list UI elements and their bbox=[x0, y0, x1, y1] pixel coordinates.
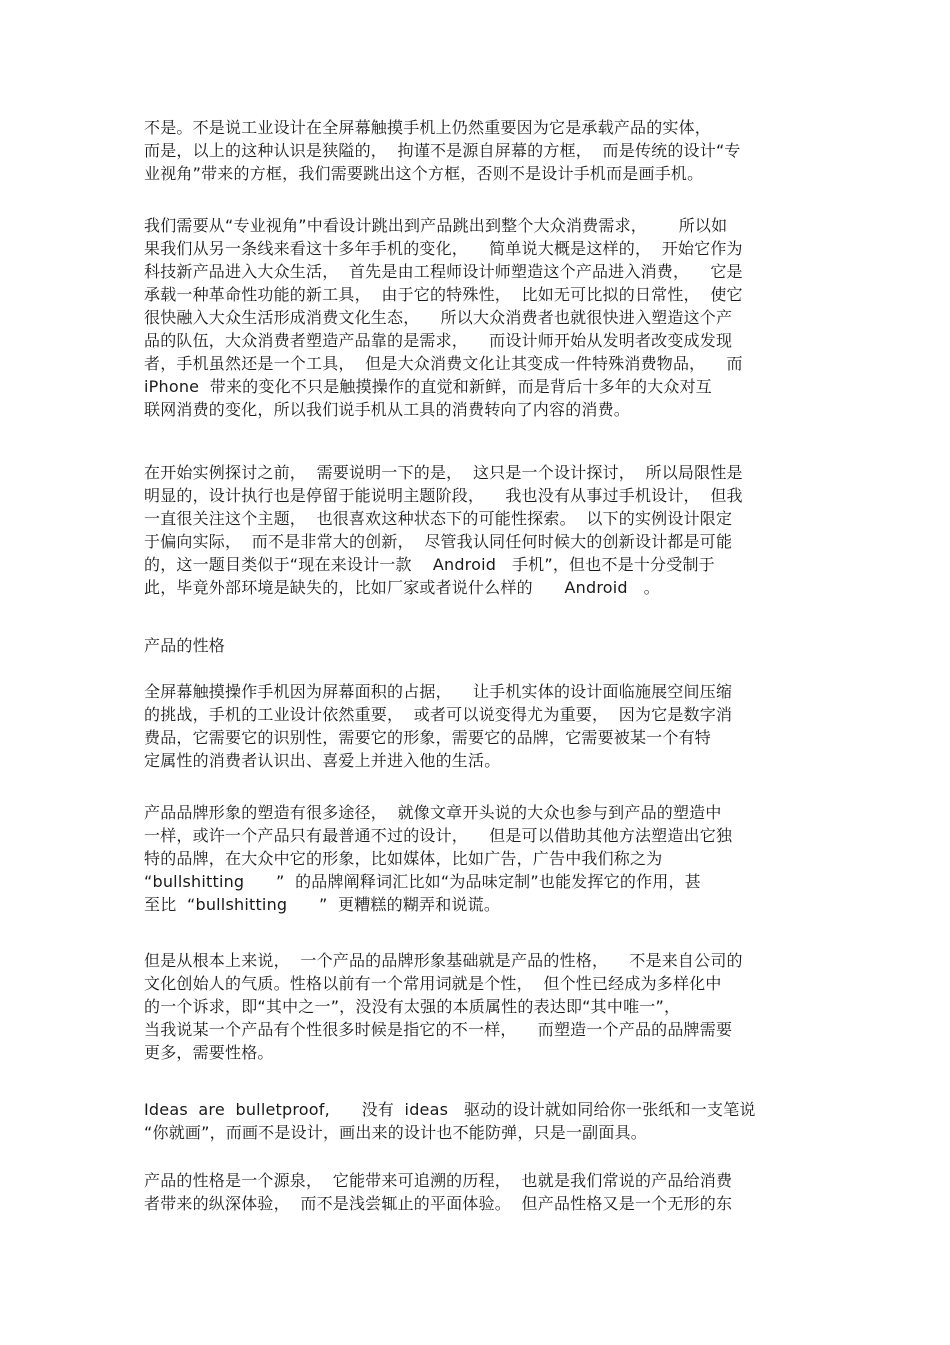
text-line: Ideas are bulletproof, 没有 ideas 驱动的设计就如同给你一张纸和一支笔说 bbox=[144, 1100, 756, 1119]
paragraph-4 bbox=[144, 680, 814, 772]
text-line: 一直很关注这个主题， 也很喜欢这种状态下的可能性探索。 以下的实例设计限定 bbox=[144, 509, 733, 528]
paragraph-2 bbox=[144, 214, 814, 421]
text-line: 更多，需要性格。 bbox=[144, 1043, 274, 1062]
text-line: 特的品牌，在大众中它的形象，比如媒体，比如广告，广告中我们称之为 bbox=[144, 849, 663, 868]
text-line: 产品品牌形象的塑造有很多途径， 就像文章开头说的大众也参与到产品的塑造中 bbox=[144, 803, 722, 822]
text-line: 于偏向实际， 而不是非常大的创新， 尽管我认同任何时候大的创新设计都是可能 bbox=[144, 532, 733, 551]
paragraph-6 bbox=[144, 949, 814, 1064]
text-line: 科技新产品进入大众生活， 首先是由工程师设计师塑造这个产品进入消费， 它是 bbox=[144, 262, 743, 281]
text-line: “bullshitting ” 的品牌阐释词汇比如“为品味定制”也能发挥它的作用，甚 bbox=[144, 872, 701, 891]
text-line: 的挑战，手机的工业设计依然重要， 或者可以说变得尤为重要， 因为它是数字消 bbox=[144, 705, 733, 724]
text-line: 但是从根本上来说， 一个产品的品牌形象基础就是产品的性格， 不是来自公司的 bbox=[144, 951, 743, 970]
text-line: 文化创始人的气质。性格以前有一个常用词就是个性， 但个性已经成为多样化中 bbox=[144, 974, 722, 993]
text-line: 而是，以上的这种认识是狭隘的， 拘谨不是源自屏幕的方框， 而是传统的设计“专 bbox=[144, 141, 741, 160]
text-line: 的，这一题目类似于“现在来设计一款 Android 手机”，但也不是十分受制于 bbox=[144, 555, 715, 574]
text-line: 者带来的纵深体验， 而不是浅尝辄止的平面体验。 但产品性格又是一个无形的东 bbox=[144, 1194, 733, 1213]
paragraph-3 bbox=[144, 461, 814, 599]
text-line: 明显的，设计执行也是停留于能说明主题阶段， 我也没有从事过手机设计， 但我 bbox=[144, 486, 743, 505]
text-line: 不是。不是说工业设计在全屏幕触摸手机上仍然重要因为它是承载产品的实体， bbox=[144, 118, 712, 137]
text-line: “你就画”，而画不是设计，画出来的设计也不能防弹，只是一副面具。 bbox=[144, 1123, 647, 1142]
paragraph-8 bbox=[144, 1169, 814, 1215]
text-line: 至比 “bullshitting ” 更糟糕的糊弄和说谎。 bbox=[144, 895, 501, 914]
paragraph-5 bbox=[144, 801, 814, 916]
text-line: 费品，它需要它的识别性，需要它的形象，需要它的品牌，它需要被某一个有特 bbox=[144, 728, 712, 747]
text-line: 的一个诉求，即“其中之一”，没没有太强的本质属性的表达即“其中唯一”， bbox=[144, 997, 681, 1016]
text-line: 当我说某一个产品有个性很多时候是指它的不一样， 而塑造一个产品的品牌需要 bbox=[144, 1020, 733, 1039]
text-line: 品的队伍，大众消费者塑造产品靠的是需求， 而设计师开始从发明者改变成发现 bbox=[144, 331, 733, 350]
text-line: 全屏幕触摸操作手机因为屏幕面积的占据， 让手机实体的设计面临施展空间压缩 bbox=[144, 682, 733, 701]
text-line: 果我们从另一条线来看这十多年手机的变化， 简单说大概是这样的， 开始它作为 bbox=[144, 239, 743, 258]
text-line: 产品的性格 bbox=[144, 636, 226, 655]
text-line: 很快融入大众生活形成消费文化生态， 所以大众消费者也就很快进入塑造这个产 bbox=[144, 308, 733, 327]
text-line: 此，毕竟外部环境是缺失的，比如厂家或者说什么样的 Android 。 bbox=[144, 578, 660, 597]
paragraph-7 bbox=[144, 1098, 814, 1144]
text-line: 定属性的消费者认识出、喜爱上并进入他的生活。 bbox=[144, 751, 501, 770]
text-line: 者，手机虽然还是一个工具， 但是大众消费文化让其变成一件特殊消费物品， 而 bbox=[144, 354, 743, 373]
paragraph-1 bbox=[144, 116, 814, 185]
text-line: iPhone 带来的变化不只是触摸操作的直觉和新鲜，而是背后十多年的大众对互 bbox=[144, 377, 712, 396]
text-line: 产品的性格是一个源泉， 它能带来可追溯的历程， 也就是我们常说的产品给消费 bbox=[144, 1171, 733, 1190]
text-line: 业视角”带来的方框，我们需要跳出这个方框，否则不是设计手机而是画手机。 bbox=[144, 164, 704, 183]
text-line: 承载一种革命性功能的新工具， 由于它的特殊性， 比如无可比拟的日常性， 使它 bbox=[144, 285, 743, 304]
text-line: 我们需要从“专业视角”中看设计跳出到产品跳出到整个大众消费需求， 所以如 bbox=[144, 216, 728, 235]
text-line: 一样，或许一个产品只有最普通不过的设计， 但是可以借助其他方法塑造出它独 bbox=[144, 826, 733, 845]
section-heading bbox=[144, 634, 814, 657]
text-line: 在开始实例探讨之前， 需要说明一下的是， 这只是一个设计探讨， 所以局限性是 bbox=[144, 463, 743, 482]
text-line: 联网消费的变化，所以我们说手机从工具的消费转向了内容的消费。 bbox=[144, 400, 631, 419]
